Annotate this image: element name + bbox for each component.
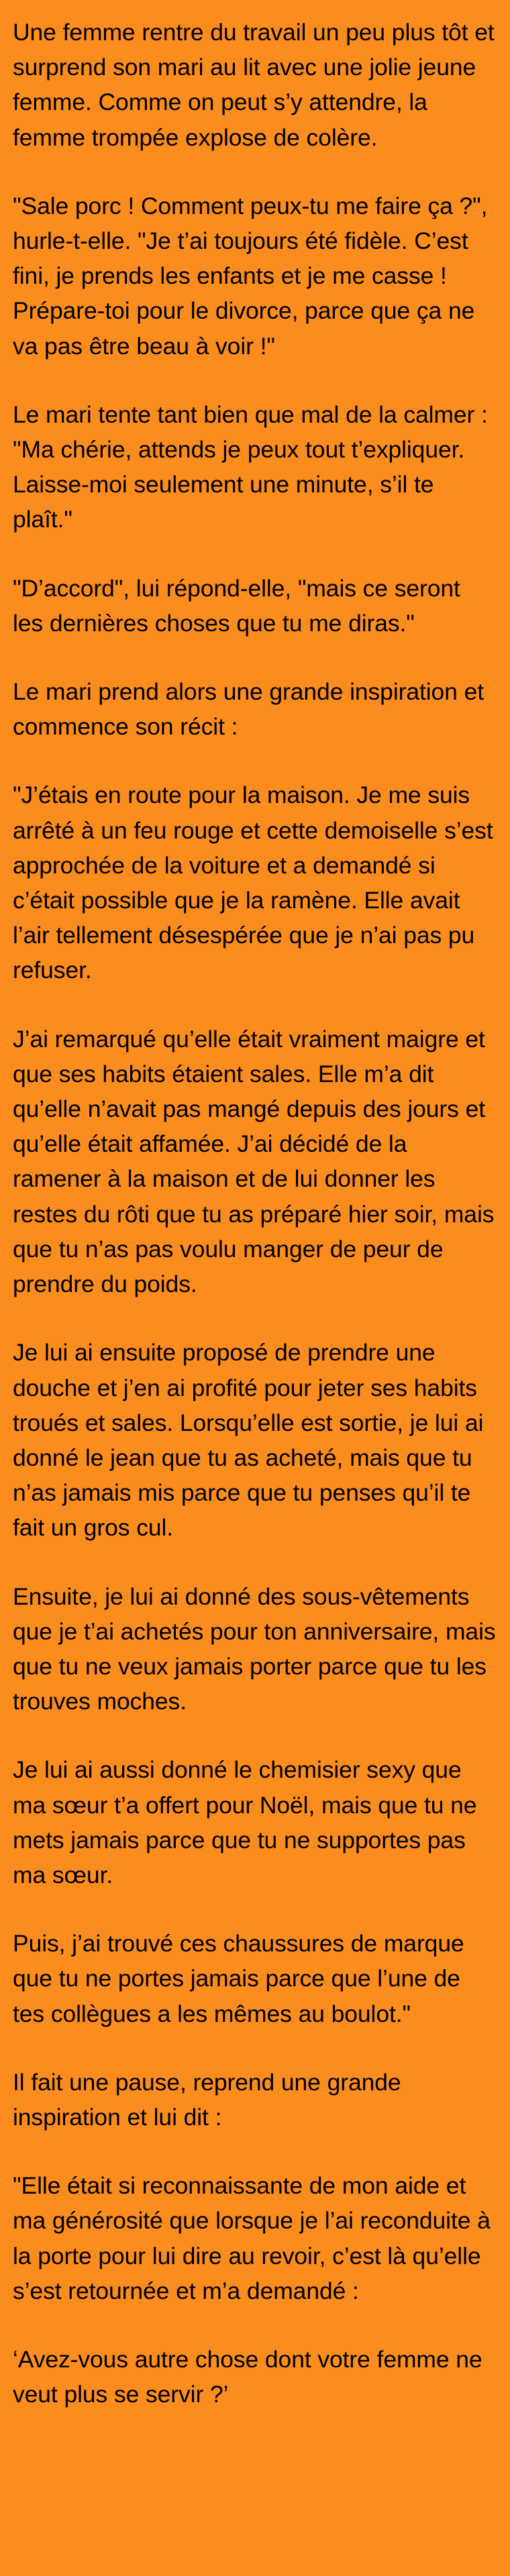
story-paragraph-10: Je lui ai aussi donné le chemisier sexy que ma sœur t’a offert pour Noël, mais que tu ne mets jamais parce que tu ne supportes pas ma sœur. [13, 1756, 477, 1888]
story-paragraph-4: "D’accord", lui répond-elle, "mais ce seront les dernières choses que tu me diras." [13, 574, 460, 637]
story-paragraph-14: ‘Avez-vous autre chose dont votre femme ne veut plus se servir ?’ [13, 2345, 482, 2408]
story-paragraph-2: "Sale porc ! Comment peux-tu me faire ça ?", hurle-t-elle. "Je t’ai toujours été fidèle. C’est fini, je prends les enfants et je me casse ! Prépare-toi pour le divorce, parce que ça ne va pas être beau à voir !" [13, 192, 488, 360]
story-paragraph-5: Le mari prend alors une grande inspiration et commence son récit : [13, 678, 484, 741]
story-paragraph-13: "Elle était si reconnaissante de mon aide et ma générosité que lorsque je l’ai reconduite à la porte pour lui dire au revoir, c’est là qu’elle s’est retournée et m’a demandé : [13, 2172, 491, 2304]
story-paragraph-11: Puis, j’ai trouvé ces chaussures de marque que tu ne portes jamais parce que l’une de tes collègues a les mêmes au boulot." [13, 1930, 464, 2027]
story-paragraph-6: "J’étais en route pour la maison. Je me suis arrêté à un feu rouge et cette demoiselle s’est approchée de la voiture et a demandé si c’était possible que je la ramène. Elle avait l’air tellement désespérée que je n’ai pas pu refuser. [13, 782, 493, 984]
story-paragraph-9: Ensuite, je lui ai donné des sous-vêtements que je t’ai achetés pour ton anniversaire, mais que tu ne veux jamais porter parce que tu les trouves moches. [13, 1582, 496, 1715]
story-paragraph-12: Il fait une pause, reprend une grande inspiration et lui dit : [13, 2068, 401, 2131]
story-paragraph-8: Je lui ai ensuite proposé de prendre une douche et j’en ai profité pour jeter ses habits troués et sales. Lorsqu’elle est sortie, je lui ai donné le jean que tu as acheté, mais que tu n’as jamais mis parce que tu penses qu’il te fait un gros cul. [13, 1339, 484, 1542]
story-paragraph-1: Une femme rentre du travail un peu plus tôt et surprend son mari au lit avec une jolie jeune femme. Comme on peut s’y attendre, la femme trompée explose de colère. [13, 19, 495, 151]
story-paragraph-7: J’ai remarqué qu’elle était vraiment maigre et que ses habits étaient sales. Elle m’a dit qu’elle n’avait pas mangé depuis des jours et qu’elle était affamée. J’ai décidé de la ramener à la maison et de lui donner les restes du rôti que tu as préparé hier soir, mais que tu n’as pas voulu manger de peur de prendre du poids. [13, 1025, 495, 1298]
story-paragraph-3: Le mari tente tant bien que mal de la calmer : "Ma chérie, attends je peux tout t’expliquer. Laisse-moi seulement une minute, s’il te plaît." [13, 400, 488, 533]
